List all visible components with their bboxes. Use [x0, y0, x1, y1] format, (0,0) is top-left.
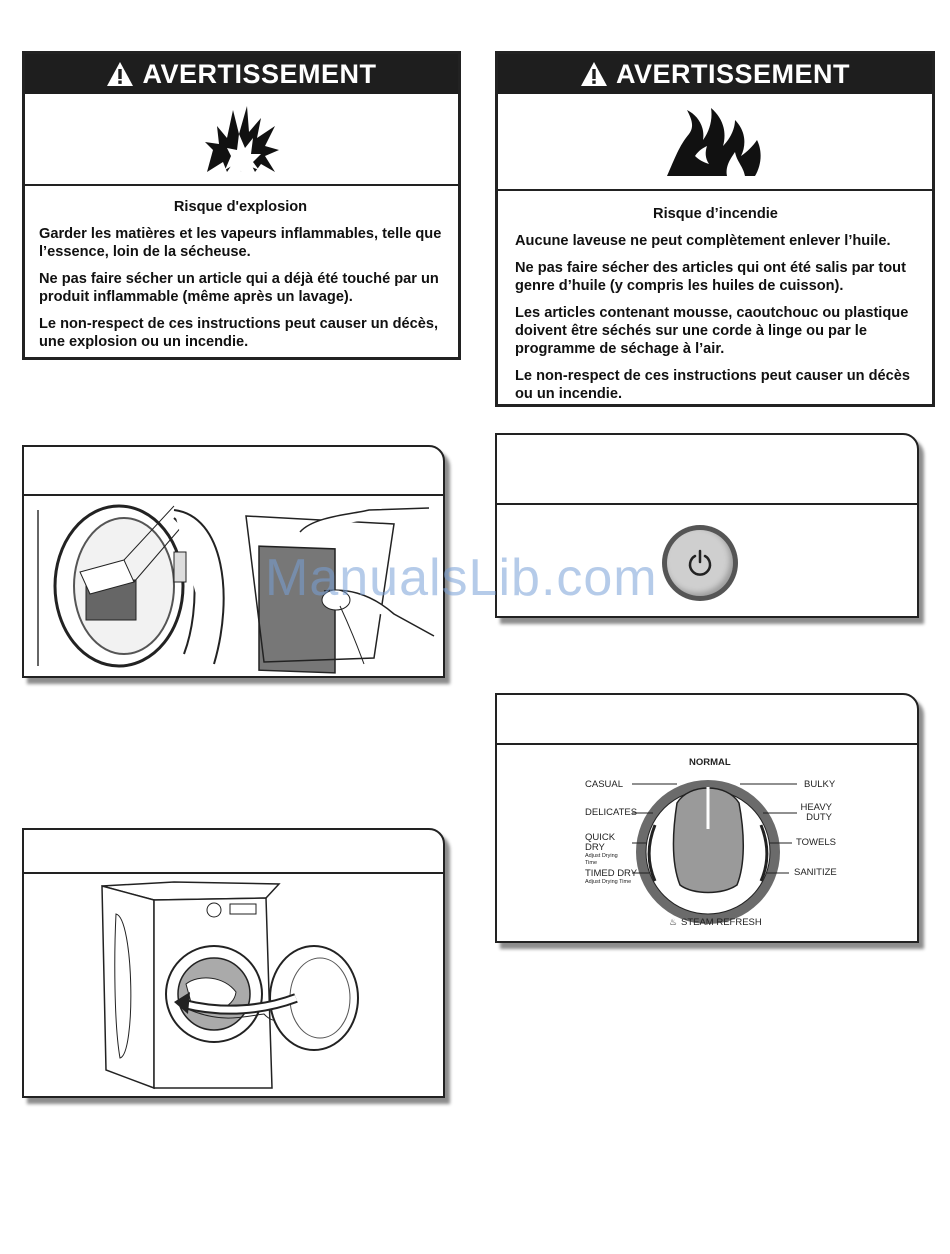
warning-paragraph: Les articles contenant mousse, caoutchouc ou plastique doivent être séchés sur une corde à linge ou par le programme de séchage à l’air.: [515, 305, 909, 357]
dial-label-casual: CASUAL: [585, 779, 624, 790]
dial-label-normal: NORMAL: [689, 757, 731, 768]
card-header: [24, 830, 443, 874]
dial-label-quick-dry: QUICK DRY Adjust Drying Time: [585, 832, 618, 866]
warning-paragraph: Ne pas faire sécher des articles qui ont été salis par tout genre d’huile (y compris les huiles de cuisson).: [515, 260, 906, 294]
load-dryer-illustration-zone: [24, 874, 443, 1096]
warning-header: [25, 54, 458, 94]
dial-label-sanitize: SANITIZE: [794, 867, 837, 878]
load-dryer-card: [22, 828, 445, 1098]
dial-label-steam-refresh: STEAM REFRESH: [681, 917, 762, 928]
power-button[interactable]: [662, 525, 738, 601]
risk-title: Risque d’incendie: [653, 206, 778, 222]
warning-paragraph: Le non-respect de ces instructions peut causer un décès, une explosion ou un incendie.: [39, 316, 439, 350]
warning-title: AVERTISSEMENT: [142, 58, 377, 89]
explosion-icon: [205, 104, 279, 174]
warning-triangle-icon: [580, 61, 608, 87]
cycle-dial-card: [495, 693, 919, 943]
warning-paragraph: Garder les matières et les vapeurs inflammables, telle que l’essence, loin de la sécheuse.: [39, 226, 442, 260]
dial-label-timed-dry: TIMED DRY Adjust Drying Time: [585, 868, 638, 885]
warning-title: AVERTISSEMENT: [615, 58, 851, 89]
warning-paragraph: Ne pas faire sécher un article qui a déjà été touché par un produit inflammable (même après un lavage).: [39, 271, 439, 305]
card-header: [24, 447, 443, 496]
cycle-dial[interactable]: [497, 745, 917, 941]
card-header: [497, 695, 917, 745]
steam-icon: ♨: [669, 917, 678, 927]
dial-label-heavy-duty: HEAVY DUTY: [800, 802, 832, 823]
fire-icon-zone: [498, 94, 932, 191]
dial-label-delicates: DELICATES: [585, 807, 638, 818]
warning-box-explosion: [22, 51, 461, 360]
power-icon: [686, 549, 714, 577]
warning-box-fire: [495, 51, 935, 407]
cycle-dial-area: [497, 745, 917, 941]
explosion-icon-zone: [25, 94, 458, 186]
watermark: ManualsLib.com: [265, 549, 658, 607]
dial-label-bulky: BULKY: [804, 779, 836, 790]
warning-triangle-icon: [106, 61, 134, 87]
warning-header: [498, 54, 932, 94]
warning-paragraph: Aucune laveuse ne peut complètement enlever l’huile.: [515, 233, 891, 249]
warning-paragraph: Le non-respect de ces instructions peut causer un décès ou un incendie.: [515, 368, 910, 402]
risk-title: Risque d'explosion: [173, 199, 308, 215]
load-dryer-illustration: [24, 874, 443, 1096]
card-header: [497, 435, 917, 505]
fire-icon: [665, 106, 765, 178]
dial-label-towels: TOWELS: [796, 837, 836, 848]
